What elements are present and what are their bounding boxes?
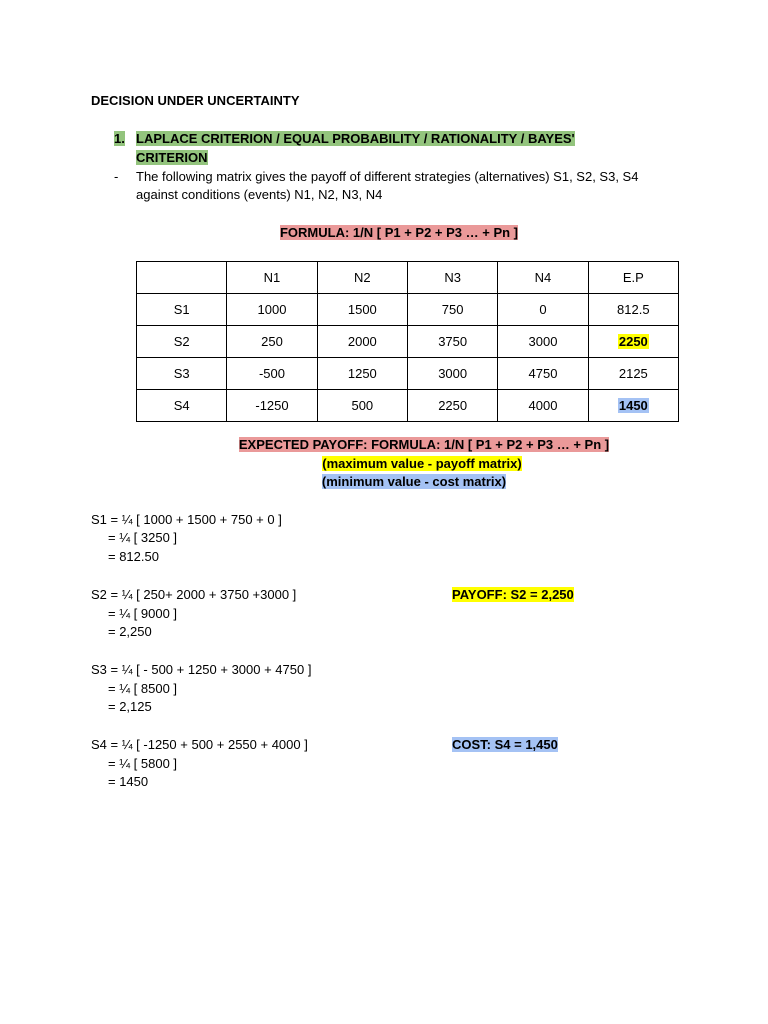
max-value: 2250 xyxy=(618,334,648,349)
payoff-matrix-table xyxy=(136,261,679,422)
calc-s2-line1: S2 = ¼ [ 250+ 2000 + 3750 +3000 ] xyxy=(91,587,297,602)
table-cell: S3 xyxy=(137,358,227,390)
table-cell: -500 xyxy=(227,358,317,390)
section-number: 1. xyxy=(114,131,125,146)
cost-result: COST: S4 = 1,450 xyxy=(452,737,558,752)
table-cell: 250 xyxy=(227,326,317,358)
table-header-cell: N1 xyxy=(227,262,317,294)
table-row xyxy=(137,294,679,326)
table-cell: 812.5 xyxy=(588,294,678,326)
table-cell: 1250 xyxy=(317,358,407,390)
table-row xyxy=(137,326,679,358)
table-header-cell: E.P xyxy=(588,262,678,294)
table-cell-min-highlight xyxy=(588,390,678,422)
table-cell: 3750 xyxy=(407,326,497,358)
calc-s3-line1: S3 = ¼ [ - 500 + 1250 + 3000 + 4750 ] xyxy=(91,662,312,677)
calc-s4-line2: = ¼ [ 5800 ] xyxy=(108,756,178,771)
calc-s2-line3: = 2,250 xyxy=(108,624,152,639)
bullet-dash: - xyxy=(114,169,119,184)
table-cell: S1 xyxy=(137,294,227,326)
table-cell: 750 xyxy=(407,294,497,326)
calc-s4-line1: S4 = ¼ [ -1250 + 500 + 2550 + 4000 ] xyxy=(91,737,308,752)
table-header-cell xyxy=(137,262,227,294)
table-cell: 4750 xyxy=(498,358,588,390)
table-cell: 2125 xyxy=(588,358,678,390)
table-cell: 1500 xyxy=(317,294,407,326)
calc-s1-line2: = ¼ [ 3250 ] xyxy=(108,530,178,545)
table-cell: 3000 xyxy=(407,358,497,390)
table-header-cell: N3 xyxy=(407,262,497,294)
table-cell: 3000 xyxy=(498,326,588,358)
table-cell: 2250 xyxy=(407,390,497,422)
table-cell: 1000 xyxy=(227,294,317,326)
table-cell: 0 xyxy=(498,294,588,326)
description-line1: The following matrix gives the payoff of different strategies (alternatives) S1, S2, S3, S4 xyxy=(136,169,639,184)
table-cell: 4000 xyxy=(498,390,588,422)
calc-s3-line3: = 2,125 xyxy=(108,699,152,714)
calc-s3-line2: = ¼ [ 8500 ] xyxy=(108,681,178,696)
table-row xyxy=(137,390,679,422)
table-header-row xyxy=(137,262,679,294)
table-cell: 500 xyxy=(317,390,407,422)
calc-s1-line3: = 812.50 xyxy=(108,549,159,564)
expected-payoff-formula: EXPECTED PAYOFF: FORMULA: 1/N [ P1 + P2 + P3 … + Pn ] xyxy=(238,437,610,452)
table-header-cell: N4 xyxy=(498,262,588,294)
document-title: DECISION UNDER UNCERTAINTY xyxy=(91,93,300,108)
calc-s4-line3: = 1450 xyxy=(108,774,149,789)
calc-s1-line1: S1 = ¼ [ 1000 + 1500 + 750 + 0 ] xyxy=(91,512,282,527)
table-cell: S4 xyxy=(137,390,227,422)
note-minimum-cost: (minimum value - cost matrix) xyxy=(321,474,507,489)
table-cell: S2 xyxy=(137,326,227,358)
calc-s2-line2: = ¼ [ 9000 ] xyxy=(108,606,178,621)
note-maximum-payoff: (maximum value - payoff matrix) xyxy=(322,456,522,471)
formula-heading: FORMULA: 1/N [ P1 + P2 + P3 … + Pn ] xyxy=(279,225,519,240)
payoff-result: PAYOFF: S2 = 2,250 xyxy=(452,587,574,602)
table-header-cell: N2 xyxy=(317,262,407,294)
table-cell: 2000 xyxy=(317,326,407,358)
section-heading-line1: LAPLACE CRITERION / EQUAL PROBABILITY / RATIONALITY / BAYES' xyxy=(136,131,575,146)
table-cell-max-highlight xyxy=(588,326,678,358)
section-heading-line2: CRITERION xyxy=(136,150,208,165)
description-line2: against conditions (events) N1, N2, N3, N4 xyxy=(136,187,383,202)
min-value: 1450 xyxy=(618,398,648,413)
table-cell: -1250 xyxy=(227,390,317,422)
table-row xyxy=(137,358,679,390)
